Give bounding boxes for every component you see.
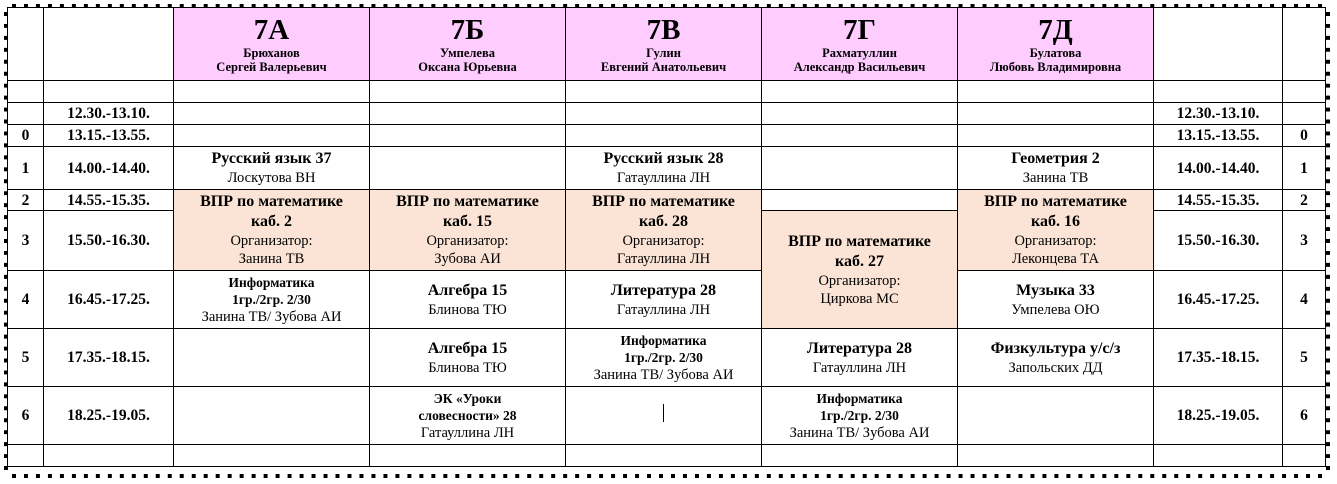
lesson-cell bbox=[958, 271, 1154, 329]
lesson-row bbox=[8, 125, 1326, 147]
corner-cell bbox=[8, 8, 44, 81]
lesson-time: 15.50.-16.30. bbox=[1154, 211, 1283, 271]
organizer: Зубова АИ bbox=[434, 251, 501, 267]
exam-title: ВПР по математике bbox=[396, 193, 539, 210]
exam-title: ВПР по математике bbox=[788, 232, 931, 250]
lesson-number: 3 bbox=[8, 211, 44, 271]
class-header bbox=[370, 8, 566, 81]
lesson-number: 0 bbox=[1283, 125, 1326, 147]
subject: Информатика bbox=[620, 332, 707, 348]
teacher: Занина ТВ/ Зубова АИ bbox=[201, 308, 342, 325]
lesson-number bbox=[1283, 103, 1326, 125]
lesson-row bbox=[8, 103, 1326, 125]
empty-cell bbox=[174, 387, 370, 445]
class-teacher: Брюханов bbox=[243, 46, 300, 60]
subject: словесности» 28 bbox=[418, 407, 517, 423]
lesson-time: 14.55.-15.35. bbox=[44, 190, 174, 211]
corner-cell bbox=[1283, 8, 1326, 81]
class-teacher: Оксана Юрьевна bbox=[418, 60, 517, 74]
class-name: 7Д bbox=[1038, 14, 1073, 46]
organizer-label: Организатор: bbox=[622, 233, 705, 249]
class-name: 7В bbox=[646, 14, 681, 46]
text-cursor bbox=[663, 404, 664, 422]
teacher: Умпелева ОЮ bbox=[1011, 301, 1100, 318]
empty-cell bbox=[174, 329, 370, 387]
subject: Литература 28 bbox=[806, 339, 913, 357]
organizer-label: Организатор: bbox=[1014, 233, 1097, 249]
lesson-time: 18.25.-19.05. bbox=[44, 387, 174, 445]
subject: Литература 28 bbox=[610, 281, 717, 299]
corner-cell bbox=[1154, 8, 1283, 81]
subject: Алгебра 15 bbox=[427, 339, 508, 357]
class-teacher: Булатова bbox=[1029, 46, 1082, 60]
subject: Физкультура у/с/з bbox=[990, 339, 1121, 357]
subject: Музыка 33 bbox=[1016, 281, 1095, 299]
teacher: Гатауллина ЛН bbox=[420, 424, 515, 441]
lesson-time: 18.25.-19.05. bbox=[1154, 387, 1283, 445]
exam-room: каб. 28 bbox=[639, 213, 688, 230]
lesson-row bbox=[8, 387, 1326, 445]
teacher: Блинова ТЮ bbox=[428, 359, 507, 376]
lesson-time: 16.45.-17.25. bbox=[1154, 271, 1283, 329]
subject: Русский язык 28 bbox=[603, 150, 724, 167]
exam-title: ВПР по математике bbox=[592, 193, 735, 210]
organizer-label: Организатор: bbox=[230, 233, 313, 249]
lesson-number: 0 bbox=[8, 125, 44, 147]
class-name: 7А bbox=[253, 14, 290, 46]
lesson-cell bbox=[370, 329, 566, 387]
class-header bbox=[762, 8, 958, 81]
lesson-row bbox=[8, 190, 1326, 211]
teacher: Лоскутова ВН bbox=[227, 170, 316, 186]
lesson-number: 5 bbox=[1283, 329, 1326, 387]
exam-cell bbox=[762, 211, 958, 329]
subject-groups: 1гр./2гр. 2/30 bbox=[820, 407, 899, 423]
class-header bbox=[566, 8, 762, 81]
lesson-time: 17.35.-18.15. bbox=[44, 329, 174, 387]
exam-room: каб. 2 bbox=[251, 213, 292, 230]
teacher: Занина ТВ/ Зубова АИ bbox=[593, 366, 734, 383]
lesson-cell bbox=[566, 271, 762, 329]
class-teacher: Сергей Валерьевич bbox=[216, 60, 327, 74]
lesson-time: 14.00.-14.40. bbox=[1154, 147, 1283, 190]
lesson-number: 6 bbox=[8, 387, 44, 445]
subject: Геометрия 2 bbox=[1011, 150, 1100, 167]
lesson-cell bbox=[174, 147, 370, 190]
organizer: Леконцева ТА bbox=[1011, 251, 1099, 267]
lesson-cell bbox=[958, 329, 1154, 387]
lesson-cell bbox=[370, 271, 566, 329]
exam-room: каб. 16 bbox=[1031, 213, 1080, 230]
exam-room: каб. 15 bbox=[443, 213, 492, 230]
organizer: Гатауллина ЛН bbox=[616, 251, 711, 267]
teacher: Гатауллина ЛН bbox=[812, 359, 907, 376]
lesson-time: 12.30.-13.10. bbox=[1154, 103, 1283, 125]
subject: Информатика bbox=[228, 274, 315, 290]
lesson-time: 17.35.-18.15. bbox=[1154, 329, 1283, 387]
class-teacher: Александр Васильевич bbox=[793, 60, 926, 74]
spacer-row bbox=[8, 445, 1326, 467]
subject: Информатика bbox=[816, 390, 903, 406]
class-header bbox=[174, 8, 370, 81]
lesson-time: 13.15.-13.55. bbox=[44, 125, 174, 147]
teacher: Занина ТВ bbox=[1022, 170, 1089, 186]
spacer-row bbox=[8, 81, 1326, 103]
empty-cell bbox=[566, 387, 762, 445]
lesson-cell bbox=[958, 147, 1154, 190]
lesson-number: 1 bbox=[8, 147, 44, 190]
teacher: Запольских ДД bbox=[1008, 359, 1103, 376]
class-teacher: Рахматуллин bbox=[822, 46, 897, 60]
corner-cell bbox=[44, 8, 174, 81]
lesson-number: 4 bbox=[8, 271, 44, 329]
exam-cell bbox=[370, 190, 566, 271]
lesson-time: 13.15.-13.55. bbox=[1154, 125, 1283, 147]
lesson-number: 6 bbox=[1283, 387, 1326, 445]
lesson-cell bbox=[566, 147, 762, 190]
subject-groups: 1гр./2гр. 2/30 bbox=[232, 291, 311, 307]
class-teacher: Евгений Анатольевич bbox=[600, 60, 727, 74]
exam-title: ВПР по математике bbox=[984, 193, 1127, 210]
schedule-table bbox=[7, 7, 1326, 467]
lesson-number: 4 bbox=[1283, 271, 1326, 329]
class-teacher: Гулин bbox=[646, 46, 681, 60]
lesson-row bbox=[8, 271, 1326, 329]
header-row bbox=[8, 8, 1326, 81]
lesson-number: 3 bbox=[1283, 211, 1326, 271]
lesson-row bbox=[8, 147, 1326, 190]
lesson-row bbox=[8, 329, 1326, 387]
exam-title: ВПР по математике bbox=[200, 193, 343, 210]
lesson-time: 16.45.-17.25. bbox=[44, 271, 174, 329]
exam-cell bbox=[958, 190, 1154, 271]
class-name: 7Г bbox=[843, 14, 876, 46]
lesson-cell bbox=[762, 387, 958, 445]
lesson-cell bbox=[566, 329, 762, 387]
empty-cell bbox=[958, 387, 1154, 445]
lesson-time: 14.55.-15.35. bbox=[1154, 190, 1283, 211]
subject: Алгебра 15 bbox=[427, 281, 508, 299]
lesson-time: 15.50.-16.30. bbox=[44, 211, 174, 271]
organizer-label: Организатор: bbox=[818, 272, 901, 289]
teacher: Занина ТВ/ Зубова АИ bbox=[789, 424, 930, 441]
subject: ЭК «Уроки bbox=[433, 390, 502, 406]
lesson-time: 14.00.-14.40. bbox=[44, 147, 174, 190]
class-teacher: Умпелева bbox=[440, 46, 495, 60]
class-header bbox=[958, 8, 1154, 81]
lesson-cell bbox=[762, 329, 958, 387]
lesson-number: 1 bbox=[1283, 147, 1326, 190]
exam-cell bbox=[566, 190, 762, 271]
teacher: Гатауллина ЛН bbox=[616, 301, 711, 318]
lesson-time: 12.30.-13.10. bbox=[44, 103, 174, 125]
organizer: Циркова МС bbox=[820, 290, 899, 307]
organizer-label: Организатор: bbox=[426, 233, 509, 249]
lesson-number: 5 bbox=[8, 329, 44, 387]
lesson-cell bbox=[174, 271, 370, 329]
empty-cell bbox=[762, 190, 958, 211]
lesson-number: 2 bbox=[8, 190, 44, 211]
lesson-number bbox=[8, 103, 44, 125]
organizer: Занина ТВ bbox=[238, 251, 305, 267]
subject: Русский язык 37 bbox=[211, 150, 332, 167]
class-teacher: Любовь Владимировна bbox=[989, 60, 1122, 74]
subject-groups: 1гр./2гр. 2/30 bbox=[624, 349, 703, 365]
teacher: Гатауллина ЛН bbox=[616, 170, 711, 186]
lesson-cell bbox=[370, 387, 566, 445]
teacher: Блинова ТЮ bbox=[428, 301, 507, 318]
lesson-number: 2 bbox=[1283, 190, 1326, 211]
exam-cell bbox=[174, 190, 370, 271]
exam-room: каб. 27 bbox=[835, 252, 884, 270]
class-name: 7Б bbox=[450, 14, 485, 46]
